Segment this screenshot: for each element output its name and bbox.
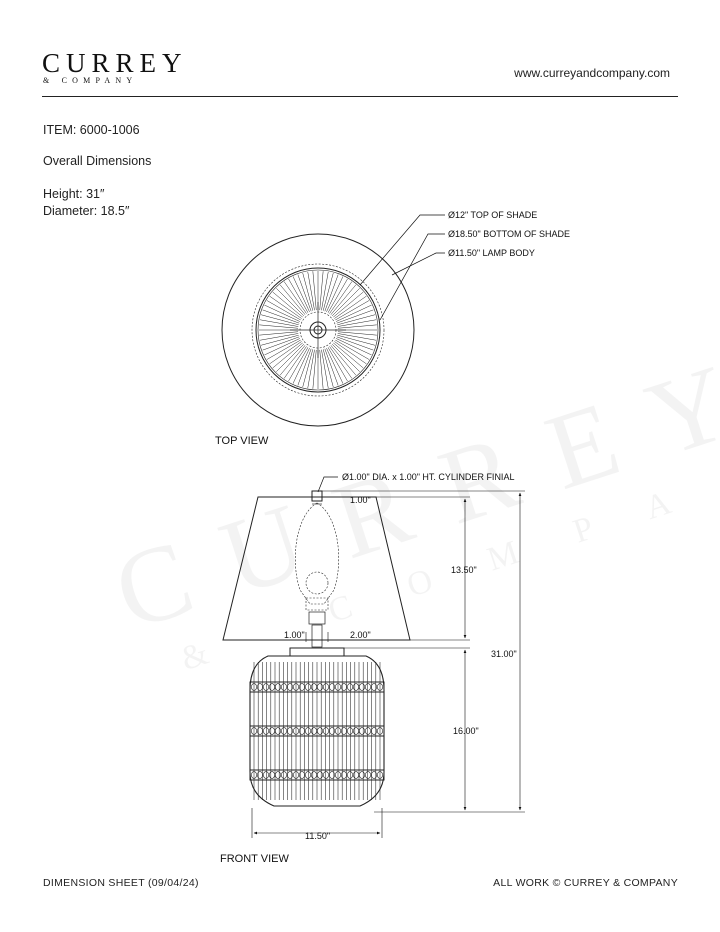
website-link[interactable]: www.curreyandcompany.com bbox=[514, 66, 670, 80]
callout-bottom-of-shade: Ø18.50" BOTTOM OF SHADE bbox=[448, 229, 571, 239]
body-bead bbox=[263, 728, 268, 735]
body-bead bbox=[347, 772, 352, 779]
height-value: Height: 31″ bbox=[43, 187, 105, 201]
body-bead bbox=[275, 772, 280, 779]
body-bead bbox=[359, 684, 364, 691]
dim-body-width: 11.50" bbox=[305, 831, 331, 841]
body-bead bbox=[311, 684, 316, 691]
footer-sheet-date: DIMENSION SHEET (09/04/24) bbox=[43, 877, 199, 889]
callout-finial: Ø1.00" DIA. x 1.00" HT. CYLINDER FINIAL bbox=[342, 472, 515, 482]
body-bead bbox=[275, 684, 280, 691]
body-bead bbox=[365, 772, 370, 779]
top-rib-line bbox=[276, 344, 304, 372]
body-bead bbox=[305, 728, 310, 735]
front-view-label: FRONT VIEW bbox=[220, 853, 289, 865]
dim-shade-height: 13.50" bbox=[451, 565, 477, 575]
body-bead bbox=[263, 772, 268, 779]
body-bead bbox=[317, 728, 322, 735]
body-bead bbox=[263, 684, 268, 691]
body-bead bbox=[281, 772, 286, 779]
top-rib-line bbox=[276, 288, 304, 316]
body-bead bbox=[347, 684, 352, 691]
body-bead bbox=[317, 684, 322, 691]
callout-top-of-shade: Ø12" TOP OF SHADE bbox=[448, 210, 538, 220]
top-view-drawing bbox=[222, 234, 414, 426]
section-title: Overall Dimensions bbox=[43, 154, 152, 168]
body-bead bbox=[353, 728, 358, 735]
body-bead bbox=[311, 772, 316, 779]
body-bead bbox=[359, 728, 364, 735]
brand-logo-subtitle: & COMPANY bbox=[43, 76, 138, 85]
dim-finial-width: 1.00" bbox=[350, 495, 371, 505]
dim-neck-width: 1.00" bbox=[284, 630, 305, 640]
body-bead bbox=[359, 772, 364, 779]
body-bead bbox=[323, 772, 328, 779]
brand-logo: CURREY bbox=[42, 48, 188, 78]
body-bead bbox=[281, 684, 286, 691]
body-bead bbox=[275, 728, 280, 735]
body-bead bbox=[323, 728, 328, 735]
dim-body-height: 16.00" bbox=[453, 726, 479, 736]
top-view-label: TOP VIEW bbox=[215, 435, 269, 447]
item-number: ITEM: 6000-1006 bbox=[43, 123, 140, 137]
body-bead bbox=[365, 728, 370, 735]
body-bead bbox=[365, 684, 370, 691]
body-bead bbox=[305, 684, 310, 691]
body-bead bbox=[269, 772, 274, 779]
body-bead bbox=[281, 728, 286, 735]
body-bead bbox=[305, 772, 310, 779]
body-bead bbox=[353, 684, 358, 691]
body-bead bbox=[347, 728, 352, 735]
body-bead bbox=[269, 728, 274, 735]
footer-copyright: ALL WORK © CURREY & COMPANY bbox=[493, 877, 678, 889]
top-rib-line bbox=[332, 344, 360, 372]
top-view-leaders bbox=[360, 215, 445, 320]
dim-base-neck: 2.00" bbox=[350, 630, 371, 640]
body-bead bbox=[323, 684, 328, 691]
body-bead bbox=[269, 684, 274, 691]
dim-overall-height: 31.00" bbox=[491, 649, 517, 659]
callout-lamp-body: Ø11.50" LAMP BODY bbox=[448, 248, 535, 258]
body-bead bbox=[317, 772, 322, 779]
body-bead bbox=[353, 772, 358, 779]
body-bead bbox=[311, 728, 316, 735]
diameter-value: Diameter: 18.5″ bbox=[43, 204, 130, 218]
top-rib-line bbox=[332, 288, 360, 316]
